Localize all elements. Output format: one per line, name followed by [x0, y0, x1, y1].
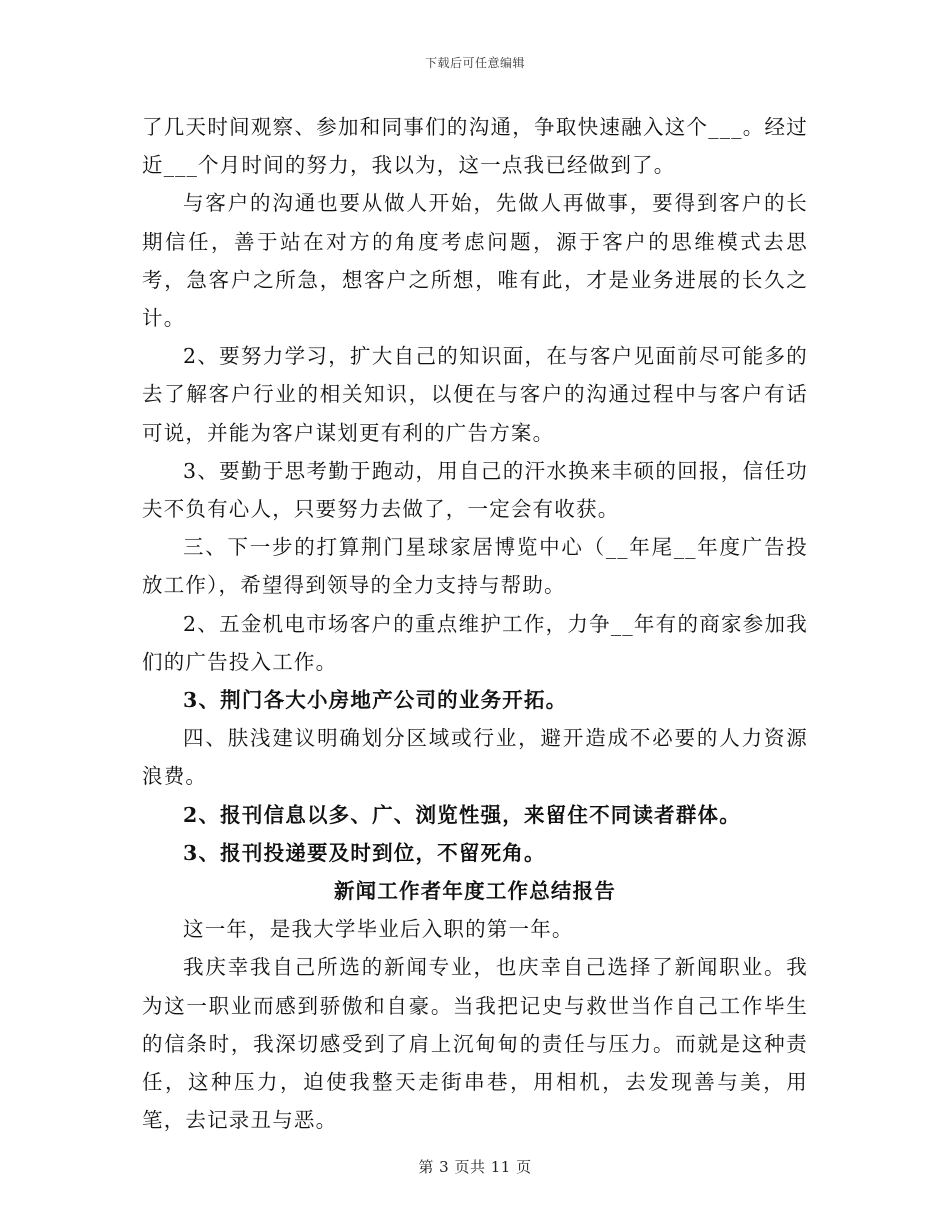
paragraph-9: 2、报刊信息以多、广、浏览性强，来留住不同读者群体。 — [183, 802, 741, 827]
paragraph-4: 3、要勤于思考勤于跑动，用自己的汗水换来丰硕的回报，信任功夫不负有心人，只要努力去做了，一定会有收获。 — [142, 458, 808, 522]
document-body — [142, 108, 808, 1139]
paragraph-1: 了几天时间观察、参加和同事们的沟通，争取快速融入这个___。经过近___个月时间的努力，我以为，这一点我已经做到了。 — [142, 115, 808, 178]
paragraph-12: 这一年，是我大学毕业后入职的第一年。 — [183, 917, 574, 942]
page-footer: 第 3 页共 11 页 — [418, 1158, 532, 1176]
paragraph-2: 与客户的沟通也要从做人开始，先做人再做事，要得到客户的长期信任，善于站在对方的角度考虑问题，源于客户的思维模式去思考，急客户之所急，想客户之所想，唯有此，才是业务进展的长久之计。 — [142, 191, 808, 331]
paragraph-8: 四、肤浅建议明确划分区域或行业，避开造成不必要的人力资源浪费。 — [142, 726, 808, 789]
paragraph-3: 2、要努力学习，扩大自己的知识面，在与客户见面前尽可能多的去了解客户行业的相关知识，以便在与客户的沟通过程中与客户有话可说，并能为客户谋划更有利的广告方案。 — [142, 344, 808, 445]
page-header: 下载后可任意编辑 — [424, 56, 525, 70]
paragraph-13: 我庆幸我自己所选的新闻专业，也庆幸自己选择了新闻职业。我为这一职业而感到骄傲和自豪。当我把记史与救世当作自己工作毕生的信条时，我深切感受到了肩上沉甸甸的责任与压力。而就是这种责任，这种压力，迫使我整天走街串巷，用相机，去发现善与美，用笔，去记录丑与恶。 — [142, 955, 808, 1133]
paragraph-6: 2、五金机电市场客户的重点维护工作，力争__年有的商家参加我们的广告投入工作。 — [142, 611, 808, 674]
paragraph-7: 3、荆门各大小房地产公司的业务开拓。 — [183, 688, 568, 713]
section-title: 新闻工作者年度工作总结报告 — [333, 879, 617, 904]
paragraph-10: 3、报刊投递要及时到位，不留死角。 — [183, 840, 546, 865]
paragraph-5: 三、下一步的打算荆门星球家居博览中心（__年尾__年度广告投放工作），希望得到领导的全力支持与帮助。 — [142, 535, 808, 598]
